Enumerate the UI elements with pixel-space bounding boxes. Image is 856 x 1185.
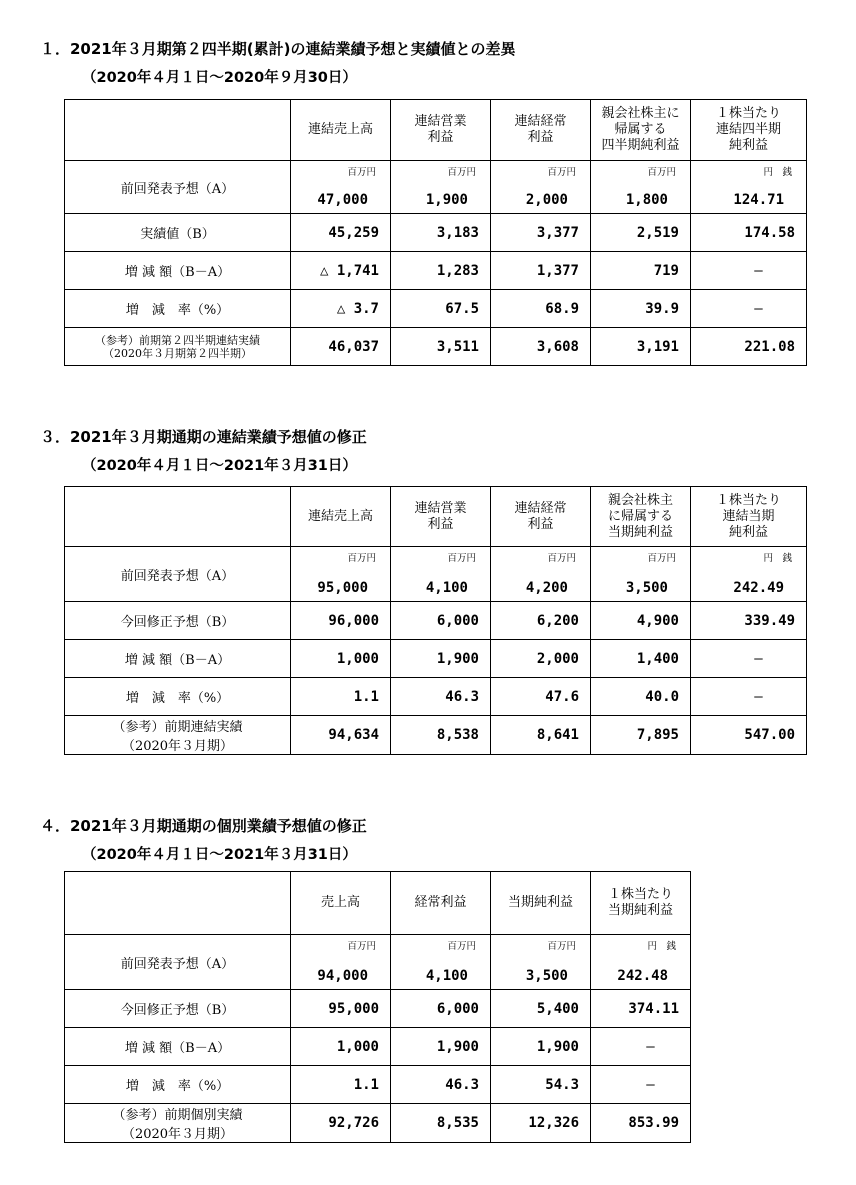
cell-value: 8,641 xyxy=(491,716,591,755)
cell-value: 221.08 xyxy=(691,328,807,366)
cell-value: 46.3 xyxy=(391,1066,491,1104)
header-empty xyxy=(65,100,291,161)
cell-value: 95,000 xyxy=(291,990,391,1028)
header-net-income: 親会社株主 に帰属する 当期純利益 xyxy=(591,487,691,547)
unit-label: 百万円 xyxy=(647,167,676,178)
header-empty xyxy=(65,487,291,547)
cell-value: 7,895 xyxy=(591,716,691,755)
header-operating-income: 連結営業 利益 xyxy=(391,487,491,547)
unit-label: 円 銭 xyxy=(647,941,676,952)
cell-value: 95,000 xyxy=(317,580,368,596)
section4-table xyxy=(64,871,691,1143)
table-header-row xyxy=(65,100,807,161)
table-row xyxy=(65,1066,691,1104)
header-operating-income: 連結営業 利益 xyxy=(391,100,491,161)
row-label: （参考）前期第２四半期連結実績 （2020年３月期第２四半期） xyxy=(65,328,291,366)
cell-value: 1.1 xyxy=(291,678,391,716)
cell-value: 47.6 xyxy=(491,678,591,716)
cell-value: ― xyxy=(591,1028,691,1066)
cell-value: 1,800 xyxy=(625,192,668,208)
cell-value: 853.99 xyxy=(591,1104,691,1143)
header-sales: 売上高 xyxy=(291,872,391,935)
row-label: （参考）前期連結実績 （2020年３月期） xyxy=(65,716,291,755)
cell-value: 54.3 xyxy=(491,1066,591,1104)
unit-label: 百万円 xyxy=(347,167,376,178)
cell-value: 3,377 xyxy=(491,214,591,252)
cell-value: 719 xyxy=(591,252,691,290)
table-row xyxy=(65,252,807,290)
row-label: 増 減 率（%） xyxy=(65,290,291,328)
cell-value: 374.11 xyxy=(591,990,691,1028)
cell-value: 3,500 xyxy=(625,580,668,596)
table-row xyxy=(65,214,807,252)
cell-value: 40.0 xyxy=(591,678,691,716)
cell-value: 124.71 xyxy=(733,192,784,208)
cell-value: 1,900 xyxy=(491,1028,591,1066)
cell-value: 2,000 xyxy=(525,192,568,208)
header-net-income: 親会社株主に 帰属する 四半期純利益 xyxy=(591,100,691,161)
cell-value: 4,900 xyxy=(591,602,691,640)
cell-value: 1,400 xyxy=(591,640,691,678)
section3-table xyxy=(64,486,807,755)
table-row xyxy=(65,678,807,716)
unit-label: 百万円 xyxy=(647,553,676,564)
cell-value: 1,900 xyxy=(425,192,468,208)
row-label: （参考）前期個別実績 （2020年３月期） xyxy=(65,1104,291,1143)
cell-value: 94,000 xyxy=(317,968,368,984)
cell-value: 46,037 xyxy=(291,328,391,366)
header-eps: １株当たり 当期純利益 xyxy=(591,872,691,935)
row-label: 今回修正予想（B） xyxy=(65,602,291,640)
row-label: 前回発表予想（A） xyxy=(65,547,291,602)
cell-value: 92,726 xyxy=(291,1104,391,1143)
cell-value: 547.00 xyxy=(691,716,807,755)
table-row xyxy=(65,990,691,1028)
table-row xyxy=(65,602,807,640)
cell-value: 1,377 xyxy=(491,252,591,290)
unit-label: 百万円 xyxy=(547,941,576,952)
row-label: 増 減 額（B－A） xyxy=(65,252,291,290)
cell-value: 5,400 xyxy=(491,990,591,1028)
unit-label: 百万円 xyxy=(547,553,576,564)
cell-value: ― xyxy=(691,678,807,716)
cell-value: 3,511 xyxy=(391,328,491,366)
row-label: 増 減 額（B－A） xyxy=(65,1028,291,1066)
cell-value: ― xyxy=(691,252,807,290)
cell-value: 6,000 xyxy=(391,602,491,640)
header-sales: 連結売上高 xyxy=(291,487,391,547)
header-empty xyxy=(65,872,291,935)
table-row xyxy=(65,935,691,990)
cell-value: 2,519 xyxy=(591,214,691,252)
cell-value: 12,326 xyxy=(491,1104,591,1143)
cell-value: 1,900 xyxy=(391,640,491,678)
table-row xyxy=(65,161,807,214)
cell-value: 3,183 xyxy=(391,214,491,252)
section3-period: （2020年４月１日～2021年３月31日） xyxy=(82,458,357,474)
row-label: 増 減 率（%） xyxy=(65,678,291,716)
cell-value: 1,000 xyxy=(291,1028,391,1066)
table-row xyxy=(65,1104,691,1143)
unit-label: 円 銭 xyxy=(763,167,792,178)
table-row xyxy=(65,290,807,328)
unit-label: 百万円 xyxy=(447,553,476,564)
unit-label: 百万円 xyxy=(447,167,476,178)
cell-value: 8,535 xyxy=(391,1104,491,1143)
header-eps: １株当たり 連結当期 純利益 xyxy=(691,487,807,547)
unit-label: 百万円 xyxy=(447,941,476,952)
unit-label: 百万円 xyxy=(547,167,576,178)
cell-value: 1,900 xyxy=(391,1028,491,1066)
header-ordinary-income: 連結経常 利益 xyxy=(491,487,591,547)
cell-value: 2,000 xyxy=(491,640,591,678)
cell-value: 4,200 xyxy=(525,580,568,596)
cell-value: 339.49 xyxy=(691,602,807,640)
table-header-row xyxy=(65,487,807,547)
header-ordinary-income: 連結経常 利益 xyxy=(491,100,591,161)
cell-value: 6,000 xyxy=(391,990,491,1028)
header-eps: １株当たり 連結四半期 純利益 xyxy=(691,100,807,161)
table-header-row xyxy=(65,872,691,935)
cell-value: ― xyxy=(591,1066,691,1104)
cell-value: 3,191 xyxy=(591,328,691,366)
cell-value: 3,500 xyxy=(525,968,568,984)
table-row xyxy=(65,328,807,366)
cell-value: 47,000 xyxy=(317,192,368,208)
cell-value: 3,608 xyxy=(491,328,591,366)
cell-value: 94,634 xyxy=(291,716,391,755)
row-label: 増 減 率（%） xyxy=(65,1066,291,1104)
section4-title: ４．2021年３月期通期の個別業績予想値の修正 xyxy=(40,817,367,835)
cell-value: 46.3 xyxy=(391,678,491,716)
header-net-income: 当期純利益 xyxy=(491,872,591,935)
section4-period: （2020年４月１日～2021年３月31日） xyxy=(82,847,357,863)
section1-title: １．2021年３月期第２四半期(累計)の連結業績予想と実績値との差異 xyxy=(40,40,516,58)
cell-value: 39.9 xyxy=(591,290,691,328)
cell-value: 45,259 xyxy=(291,214,391,252)
section1-period: （2020年４月１日～2020年９月30日） xyxy=(82,70,357,86)
cell-value: 67.5 xyxy=(391,290,491,328)
table-row xyxy=(65,1028,691,1066)
cell-value: 242.49 xyxy=(733,580,784,596)
unit-label: 百万円 xyxy=(347,553,376,564)
header-ordinary-income: 経常利益 xyxy=(391,872,491,935)
cell-value: 1.1 xyxy=(291,1066,391,1104)
cell-value: 174.58 xyxy=(691,214,807,252)
row-label: 今回修正予想（B） xyxy=(65,990,291,1028)
section3-title: ３．2021年３月期通期の連結業績予想値の修正 xyxy=(40,428,367,446)
table-row xyxy=(65,547,807,602)
cell-value: 6,200 xyxy=(491,602,591,640)
cell-value: 4,100 xyxy=(425,968,468,984)
cell-value: 1,000 xyxy=(291,640,391,678)
section1-table xyxy=(64,99,807,366)
row-label: 前回発表予想（A） xyxy=(65,161,291,214)
cell-value: 4,100 xyxy=(425,580,468,596)
row-label: 増 減 額（B－A） xyxy=(65,640,291,678)
cell-value: ― xyxy=(691,290,807,328)
row-label: 実績値（B） xyxy=(65,214,291,252)
cell-value: 8,538 xyxy=(391,716,491,755)
unit-label: 円 銭 xyxy=(763,553,792,564)
cell-value: 68.9 xyxy=(491,290,591,328)
cell-value: 96,000 xyxy=(291,602,391,640)
table-row xyxy=(65,716,807,755)
header-sales: 連結売上高 xyxy=(291,100,391,161)
cell-value: △ 3.7 xyxy=(291,290,391,328)
unit-label: 百万円 xyxy=(347,941,376,952)
row-label: 前回発表予想（A） xyxy=(65,935,291,990)
cell-value: ― xyxy=(691,640,807,678)
table-row xyxy=(65,640,807,678)
cell-value: 1,283 xyxy=(391,252,491,290)
cell-value: △ 1,741 xyxy=(291,252,391,290)
cell-value: 242.48 xyxy=(617,968,668,984)
